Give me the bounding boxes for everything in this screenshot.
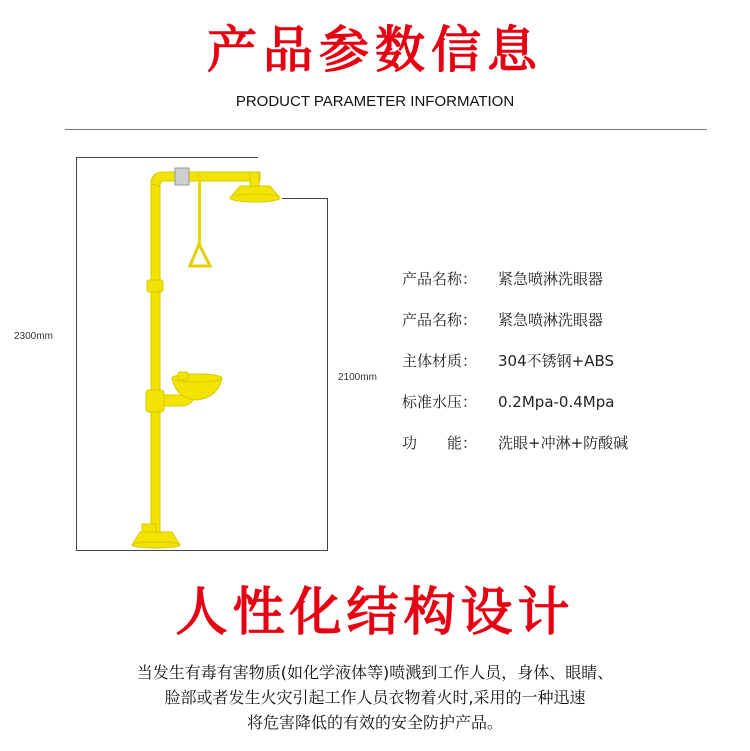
description-line: 脸部或者发生火灾引起工作人员衣物着火时,采用的一种迅速 [164,688,586,707]
description-line: 将危害降低的有效的安全防护产品。 [246,713,503,732]
param-label: 标准水压： [402,393,478,411]
description [40,660,710,735]
param-value: 紧急喷淋洗眼器 [498,270,604,288]
param-row [402,347,732,388]
param-row [402,265,732,306]
total-height-bottom-tick [76,550,328,551]
parameter-list [402,265,732,470]
page-subtitle: PRODUCT PARAMETER INFORMATION [235,93,515,110]
page-title: 产品参数信息 [207,21,543,79]
param-label: 功 能： [402,434,478,452]
section-title: 人性化结构设计 [175,583,575,643]
param-label: 产品名称： [402,311,478,329]
param-label: 产品名称： [402,270,478,288]
total-height-line [76,157,77,550]
divider [65,129,707,130]
total-height-label: 2300mm [14,331,53,342]
param-row [402,306,732,347]
param-row [402,429,732,470]
description-line: 当发生有毒有害物质(如化学液体等)喷溅到工作人员，身体、眼睛、 [136,663,614,682]
param-value: 304不锈钢+ABS [498,352,615,370]
param-value: 洗眼+冲淋+防酸碱 [498,434,629,452]
param-row [402,388,732,429]
param-label: 主体材质： [402,352,478,370]
shower-height-line [327,198,328,550]
eyewash-shower-illustration [130,150,300,550]
param-value: 0.2Mpa-0.4Mpa [498,393,615,411]
shower-height-label: 2100mm [338,372,377,383]
param-value: 紧急喷淋洗眼器 [498,311,604,329]
